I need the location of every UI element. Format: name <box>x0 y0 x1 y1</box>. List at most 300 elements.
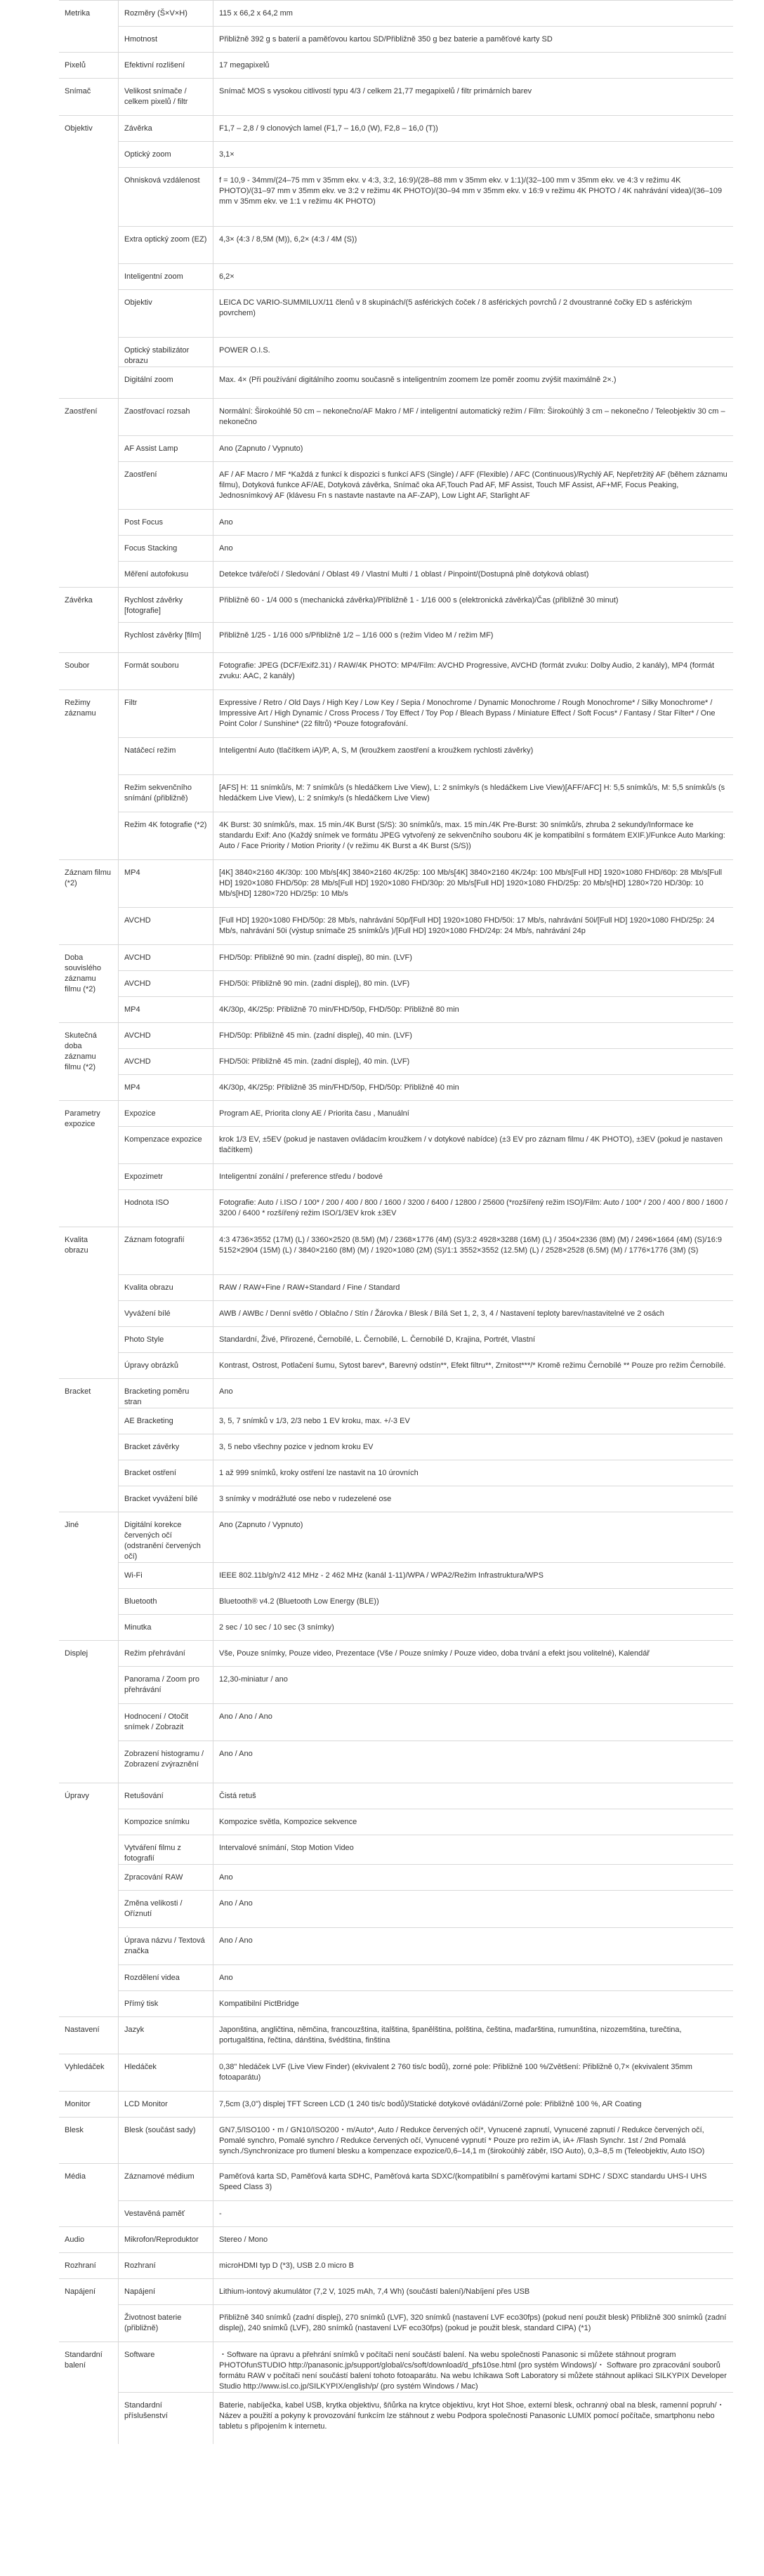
spec-value-cell <box>213 971 734 997</box>
spec-category <box>59 1641 119 1783</box>
spec-value-cell <box>213 1704 734 1741</box>
spec-label-cell <box>119 436 213 462</box>
spec-category <box>59 1783 119 2017</box>
spec-label-cell <box>119 1164 213 1190</box>
spec-value-cell <box>213 623 734 653</box>
spec-value-cell <box>213 536 734 562</box>
spec-label: Optický zoom <box>124 150 171 159</box>
spec-label: Digitální zoom <box>124 376 173 384</box>
spec-value: FHD/50p: Přibližně 90 min. (zadní displej), 80 min. (LVF) <box>219 953 412 962</box>
spec-label-cell <box>119 79 213 116</box>
spec-value-cell <box>213 2017 734 2054</box>
spec-row <box>59 142 733 168</box>
spec-label: Režim sekvenčního snímání (přibližně) <box>124 784 192 802</box>
spec-category-label: Úpravy <box>65 1792 89 1800</box>
spec-value-cell <box>213 1615 734 1641</box>
spec-row <box>59 1353 733 1379</box>
spec-label: Ohnisková vzdálenost <box>124 176 200 185</box>
spec-value-cell <box>213 1101 734 1127</box>
spec-value-cell <box>213 1928 734 1965</box>
spec-label-cell <box>119 1615 213 1641</box>
spec-value-cell <box>213 367 734 399</box>
spec-label: Měření autofokusu <box>124 570 189 579</box>
spec-row <box>59 1641 733 1667</box>
spec-label-cell <box>119 1227 213 1275</box>
spec-label-cell <box>119 1301 213 1327</box>
spec-value-cell <box>213 588 734 623</box>
spec-label-cell <box>119 623 213 653</box>
spec-label-cell <box>119 690 213 738</box>
spec-label: AVCHD <box>124 916 151 925</box>
spec-value-cell <box>213 168 734 227</box>
spec-label: Kvalita obrazu <box>124 1283 173 1292</box>
spec-row <box>59 775 733 812</box>
spec-label-cell <box>119 1075 213 1101</box>
spec-label-cell <box>119 1704 213 1741</box>
spec-value: Intervalové snímání, Stop Motion Video <box>219 1844 354 1852</box>
spec-value-cell <box>213 562 734 588</box>
spec-value: Stereo / Mono <box>219 2235 268 2244</box>
spec-value: Normální: Širokoúhlé 50 cm – nekonečno/AF Makro / MF / inteligentní automatický režim / Film: Širokoúhlý 3 cm – nekonečno / Teleobjektiv 30 cm – nekonečno <box>219 407 725 426</box>
spec-value: 4K/30p, 4K/25p: Přibližně 70 min/FHD/50p, FHD/50p: Přibližně 80 min <box>219 1005 459 1014</box>
spec-category-label: Displej <box>65 1649 88 1658</box>
spec-label: Vyvážení bílé <box>124 1309 171 1318</box>
spec-value: F1,7 – 2,8 / 9 clonových lamel (F1,7 – 16,0 (W), F2,8 – 16,0 (T)) <box>219 124 438 133</box>
spec-label-cell <box>119 1865 213 1891</box>
spec-label: Záznam fotografií <box>124 1236 185 1244</box>
spec-label: Kompenzace expozice <box>124 1135 202 1144</box>
spec-value: IEEE 802.11b/g/n/2 412 MHz - 2 462 MHz (kanál 1-11)/WPA / WPA2/Režim Infrastruktura/WPS <box>219 1571 544 1580</box>
spec-value: 3 snímky v modrážluté ose nebo v rudezelené ose <box>219 1495 392 1503</box>
spec-value: FHD/50p: Přibližně 45 min. (zadní displej), 40 min. (LVF) <box>219 1031 412 1040</box>
spec-category <box>59 2342 119 2445</box>
spec-value: [4K] 3840×2160 4K/30p: 100 Mb/s[4K] 3840×2160 4K/25p: 100 Mb/s[4K] 3840×2160 4K/24p: 100 Mb/s[Full HD] 1920×1080 FHD/60p: 28 Mb/s[Full HD] 1920×1080 FHD/50p: 28 Mb/s[Full HD] 1920×1080 FHD/30p: 20 Mb/s[Full HD] 1920×1080 FHD/25p: 20 Mb/s[HD] 1280×720 HD/30p: 10 Mb/s[HD] 1280×720 HD/25p: 10 Mb/s <box>219 868 723 898</box>
spec-value-cell <box>213 812 734 860</box>
spec-value: 6,2× <box>219 272 235 281</box>
spec-value-cell <box>213 1190 734 1227</box>
spec-label: Vestavěná paměť <box>124 2210 185 2218</box>
spec-label-cell <box>119 812 213 860</box>
spec-value-cell <box>213 1023 734 1049</box>
spec-row <box>59 2342 733 2393</box>
spec-row <box>59 997 733 1023</box>
spec-row <box>59 2201 733 2227</box>
spec-label-cell <box>119 945 213 971</box>
spec-label-cell <box>119 227 213 264</box>
spec-label: Jazyk <box>124 2026 145 2034</box>
spec-category <box>59 2092 119 2118</box>
spec-value: 4,3× (4:3 / 8,5M (M)), 6,2× (4:3 / 4M (S)) <box>219 235 357 244</box>
spec-label: Retušování <box>124 1792 164 1800</box>
spec-value-cell <box>213 116 734 142</box>
spec-label-cell <box>119 1190 213 1227</box>
spec-value-cell <box>213 27 734 53</box>
spec-row <box>59 462 733 510</box>
spec-label: AVCHD <box>124 979 151 988</box>
spec-label-cell <box>119 1589 213 1615</box>
spec-value-cell <box>213 1512 734 1563</box>
spec-value-cell <box>213 2118 734 2164</box>
spec-label: Hmotnost <box>124 35 158 44</box>
spec-row <box>59 1667 733 1704</box>
spec-label-cell <box>119 367 213 399</box>
spec-label: Úprava názvu / Textová značka <box>124 1936 205 1955</box>
spec-label-cell <box>119 775 213 812</box>
spec-label-cell <box>119 1835 213 1865</box>
spec-value: 7,5cm (3,0") displej TFT Screen LCD (1 240 tis/c bodů)/Statické dotykové ovládání/Zorné pole: Přibližně 100 %, AR Coating <box>219 2100 642 2108</box>
spec-value-cell <box>213 908 734 945</box>
spec-label: Velikost snímače / celkem pixelů / filtr <box>124 87 188 106</box>
spec-label: Zaostřovací rozsah <box>124 407 190 416</box>
spec-value-cell <box>213 1275 734 1301</box>
spec-value-cell <box>213 860 734 908</box>
spec-label-cell <box>119 1741 213 1783</box>
spec-label: Úpravy obrázků <box>124 1361 179 1370</box>
spec-label-cell <box>119 588 213 623</box>
spec-label-cell <box>119 1783 213 1809</box>
spec-row <box>59 1379 733 1408</box>
spec-value-cell <box>213 997 734 1023</box>
spec-value-cell <box>213 1741 734 1783</box>
spec-row <box>59 1928 733 1965</box>
spec-value: Standardní, Živé, Přirozené, Černobílé, L. Černobílé, L. Černobílé D, Krajina, Portrét, Vlastní <box>219 1335 536 1344</box>
spec-value-cell <box>213 1835 734 1865</box>
spec-category-label: Metrika <box>65 9 91 18</box>
spec-row <box>59 1563 733 1589</box>
spec-value: Ano (Zapnuto / Vypnuto) <box>219 444 303 453</box>
spec-label-cell <box>119 1101 213 1127</box>
spec-value: Fotografie: Auto / i.ISO / 100* / 200 / 400 / 800 / 1600 / 3200 / 6400 / 12800 / 25600 (*rozšířený režim ISO)/Film: Auto / 100* / 200 / 400 / 800 / 1600 / 3200 / 6400 * rozšířený režim ISO/1/3EV krok ±3EV <box>219 1198 728 1217</box>
spec-label-cell <box>119 738 213 775</box>
spec-category <box>59 2054 119 2092</box>
spec-category-label: Snímač <box>65 87 91 95</box>
spec-value-cell <box>213 1353 734 1379</box>
spec-value: RAW / RAW+Fine / RAW+Standard / Fine / Standard <box>219 1283 400 1292</box>
spec-row <box>59 1835 733 1865</box>
spec-value-cell <box>213 690 734 738</box>
spec-value: 12,30-miniatur / ano <box>219 1675 288 1684</box>
spec-label: Rychlost závěrky [fotografie] <box>124 596 183 615</box>
spec-row <box>59 738 733 775</box>
spec-row <box>59 1965 733 1991</box>
spec-category-label: Jiné <box>65 1521 79 1529</box>
spec-label: Hodnota ISO <box>124 1198 169 1207</box>
spec-row <box>59 1408 733 1434</box>
spec-value: Kompatibilní PictBridge <box>219 2000 299 2008</box>
spec-value: POWER O.I.S. <box>219 346 270 355</box>
spec-label-cell <box>119 510 213 536</box>
spec-row <box>59 908 733 945</box>
spec-value-cell <box>213 436 734 462</box>
spec-label-cell <box>119 1 213 27</box>
spec-row <box>59 812 733 860</box>
spec-row <box>59 1704 733 1741</box>
spec-label-cell <box>119 1891 213 1928</box>
spec-label: Photo Style <box>124 1335 164 1344</box>
spec-label-cell <box>119 1512 213 1563</box>
spec-value: krok 1/3 EV, ±5EV (pokud je nastaven ovládacím kroužkem / v dotykové nabídce) (±3 EV pro záznam filmu / 4K PHOTO), ±3EV (pokud je nastaven tlačítkem) <box>219 1135 723 1154</box>
spec-label-cell <box>119 2279 213 2305</box>
spec-value-cell <box>213 1379 734 1408</box>
spec-row <box>59 27 733 53</box>
spec-category <box>59 1023 119 1101</box>
spec-label-cell <box>119 290 213 338</box>
spec-row <box>59 1512 733 1563</box>
spec-value: Paměťová karta SD, Paměťová karta SDHC, Paměťová karta SDXC/(kompatibilní s paměťovými kartami SDHC / SDXC standardu UHS-I UHS Speed Class 3) <box>219 2172 707 2191</box>
spec-value-cell <box>213 53 734 79</box>
spec-row <box>59 1783 733 1809</box>
spec-label-cell <box>119 2305 213 2342</box>
spec-row <box>59 2393 733 2445</box>
spec-label: Hodnocení / Otočit snímek / Zobrazit <box>124 1712 189 1731</box>
spec-label: Focus Stacking <box>124 544 178 553</box>
spec-category <box>59 653 119 690</box>
spec-value: 17 megapixelů <box>219 61 270 70</box>
spec-row <box>59 168 733 227</box>
spec-value-cell <box>213 1 734 27</box>
spec-label: Mikrofon/Reproduktor <box>124 2235 199 2244</box>
spec-row <box>59 1049 733 1075</box>
spec-label: Životnost baterie (přibližně) <box>124 2313 182 2332</box>
spec-value: FHD/50i: Přibližně 90 min. (zadní displej), 80 min. (LVF) <box>219 979 410 988</box>
spec-category <box>59 2164 119 2227</box>
spec-table <box>59 0 733 2444</box>
spec-row <box>59 2054 733 2092</box>
spec-value: Kontrast, Ostrost, Potlačení šumu, Sytost barev*, Barevný odstín**, Efekt filtru**, Zrnitost***/* Kromě režimu Černobílé ** Pouze pro režim Černobílé. <box>219 1361 726 1370</box>
spec-label: AVCHD <box>124 953 151 962</box>
spec-value: 1 až 999 snímků, kroky ostření lze nastavit na 10 úrovních <box>219 1469 419 1477</box>
spec-label-cell <box>119 2342 213 2393</box>
spec-row <box>59 367 733 399</box>
spec-value-cell <box>213 290 734 338</box>
spec-value-cell <box>213 2279 734 2305</box>
spec-value-cell <box>213 945 734 971</box>
spec-row <box>59 1101 733 1127</box>
spec-row <box>59 1991 733 2017</box>
spec-label: Expozimetr <box>124 1173 164 1181</box>
spec-value-cell <box>213 1486 734 1512</box>
spec-row <box>59 1486 733 1512</box>
spec-value-cell <box>213 1965 734 1991</box>
spec-row <box>59 1023 733 1049</box>
spec-row <box>59 1327 733 1353</box>
spec-label: Optický stabilizátor obrazu <box>124 346 190 365</box>
spec-row <box>59 623 733 653</box>
spec-category <box>59 2227 119 2253</box>
spec-label-cell <box>119 27 213 53</box>
spec-value: Ano / Ano / Ano <box>219 1712 272 1721</box>
spec-value-cell <box>213 2164 734 2201</box>
spec-category-label: Zaostření <box>65 407 98 416</box>
spec-value: Přibližně 340 snímků (zadní displej), 270 snímků (LVF), 320 snímků (nastavení LVF eco30fps) (pokud není použit blesk) Přibližně 300 snímků (zadní displej), 240 snímků (LVF), 280 snímků (nastavení LVF eco30fps) (pokud je použit blesk, standard CIPA) (*1) <box>219 2313 727 2332</box>
spec-label-cell <box>119 1127 213 1164</box>
spec-row <box>59 562 733 588</box>
spec-value-cell <box>213 2253 734 2279</box>
spec-label-cell <box>119 1460 213 1486</box>
spec-label-cell <box>119 116 213 142</box>
spec-row <box>59 2092 733 2118</box>
spec-label-cell <box>119 53 213 79</box>
spec-row <box>59 1865 733 1891</box>
spec-row <box>59 1615 733 1641</box>
spec-category <box>59 1 119 53</box>
spec-label-cell <box>119 536 213 562</box>
spec-row <box>59 1 733 27</box>
spec-row <box>59 1434 733 1460</box>
spec-label: Natáčecí režim <box>124 746 176 755</box>
spec-label-cell <box>119 2092 213 2118</box>
spec-label-cell <box>119 2201 213 2227</box>
spec-category-label: Objektiv <box>65 124 93 133</box>
spec-value: Japonština, angličtina, němčina, francouzština, italština, španělština, polština, čeština, maďarština, rumunština, nizozemština, turečtina, portugalština, řečtina, dánština, švédština, finština <box>219 2026 682 2045</box>
spec-category <box>59 945 119 1023</box>
spec-label: Post Focus <box>124 518 164 527</box>
spec-row <box>59 1127 733 1164</box>
spec-row <box>59 971 733 997</box>
spec-category <box>59 399 119 588</box>
spec-value-cell <box>213 1434 734 1460</box>
spec-row <box>59 510 733 536</box>
spec-label: Zpracování RAW <box>124 1873 183 1882</box>
spec-value-cell <box>213 1563 734 1589</box>
spec-value: ・Software na úpravu a přehrání snímků v počítači není součástí balení. Na webu společnosti Panasonic si můžete stáhnout program PHOTOfunSTUDIO http://panasonic.jp/support/global/cs/soft/download/d_pfs10se.html (pro systém Windows)/・ Software pro zpracování souborů formátu RAW v počítači není součástí balení tohoto fotoaparátu. Na webu Ichikawa Soft Laboratory si můžete stáhnout aplikaci SILKYPIX Developer Studio http://www.isl.co.jp/SILKYPIX/english/p/ (pro systém Windows / Mac) <box>219 2351 727 2391</box>
spec-label-cell <box>119 1327 213 1353</box>
spec-label-cell <box>119 264 213 290</box>
spec-category-label: Monitor <box>65 2100 91 2108</box>
spec-category <box>59 1101 119 1227</box>
spec-value-cell <box>213 264 734 290</box>
spec-row <box>59 2164 733 2201</box>
spec-value: Ano <box>219 544 233 553</box>
spec-row <box>59 1891 733 1928</box>
spec-value-cell <box>213 227 734 264</box>
spec-label-cell <box>119 1023 213 1049</box>
spec-category <box>59 2017 119 2054</box>
spec-value: 3, 5 nebo všechny pozice v jednom kroku EV <box>219 1443 374 1451</box>
spec-category-label: Parametry expozice <box>65 1109 100 1128</box>
spec-label-cell <box>119 1049 213 1075</box>
spec-value: Přibližně 392 g s baterií a paměťovou kartou SD/Přibližně 350 g bez baterie a paměťové karty SD <box>219 35 553 44</box>
spec-row <box>59 1275 733 1301</box>
spec-category-label: Vyhledáček <box>65 2063 105 2071</box>
spec-category-label: Režimy záznamu <box>65 699 96 718</box>
spec-label: Rozměry (Š×V×H) <box>124 9 187 18</box>
spec-value-cell <box>213 1127 734 1164</box>
spec-value: Lithium-iontový akumulátor (7,2 V, 1025 mAh, 7,4 Wh) (součástí balení)/Nabíjení přes USB <box>219 2287 530 2296</box>
spec-label: Napájení <box>124 2287 156 2296</box>
spec-row <box>59 116 733 142</box>
spec-value: 115 x 66,2 x 64,2 mm <box>219 9 293 18</box>
spec-category-label: Pixelů <box>65 61 86 70</box>
spec-label: Inteligentní zoom <box>124 272 183 281</box>
spec-row <box>59 588 733 623</box>
spec-value-cell <box>213 510 734 536</box>
spec-row <box>59 536 733 562</box>
spec-label: Minutka <box>124 1623 152 1632</box>
spec-value: Detekce tváře/očí / Sledování / Oblast 49 / Vlastní Multi / 1 oblast / Pinpoint/(Dostupná plně dotyková oblast) <box>219 570 589 579</box>
spec-label-cell <box>119 462 213 510</box>
spec-value: Ano <box>219 1873 233 1882</box>
spec-value-cell <box>213 79 734 116</box>
spec-label-cell <box>119 1486 213 1512</box>
spec-row <box>59 290 733 338</box>
spec-value: Snímač MOS s vysokou citlivostí typu 4/3 / celkem 21,77 megapixelů / filtr primárních barev <box>219 87 532 95</box>
spec-label: Hledáček <box>124 2063 157 2071</box>
spec-category <box>59 2118 119 2164</box>
spec-row <box>59 2305 733 2342</box>
spec-row <box>59 338 733 367</box>
spec-category <box>59 116 119 399</box>
spec-label-cell <box>119 653 213 690</box>
spec-label-cell <box>119 1275 213 1301</box>
spec-label: Zobrazení histogramu / Zobrazení zvýraznění <box>124 1750 204 1769</box>
spec-value-cell <box>213 2092 734 2118</box>
spec-label: Bracketing poměru stran <box>124 1387 190 1406</box>
spec-label-cell <box>119 1563 213 1589</box>
spec-label-cell <box>119 168 213 227</box>
spec-row <box>59 2253 733 2279</box>
spec-value: LEICA DC VARIO-SUMMILUX/11 členů v 8 skupinách/(5 asférických čoček / 8 asférických povrchů / 2 dvoustranné čočky ED s asférickým povrchem) <box>219 298 692 317</box>
spec-value: 3, 5, 7 snímků v 1/3, 2/3 nebo 1 EV kroku, max. +/-3 EV <box>219 1417 410 1425</box>
spec-row <box>59 860 733 908</box>
spec-label: AVCHD <box>124 1031 151 1040</box>
spec-label: MP4 <box>124 1005 140 1014</box>
spec-category-label: Záznam filmu (*2) <box>65 868 112 887</box>
spec-value: Inteligentní Auto (tlačítkem iA)/P, A, S, M (kroužkem zaostření a kroužkem rychlosti závěrky) <box>219 746 534 755</box>
spec-label: Wi-Fi <box>124 1571 143 1580</box>
spec-row <box>59 436 733 462</box>
spec-value: GN7,5/ISO100・m / GN10/ISO200・m/Auto*, Auto / Redukce červených očí*, Vynucené zapnutí, Vynucené zapnutí / Redukce červených očí, Pomalé synchro, Pomalé synchro / Redukce červených očí, Vynucené vypnutí * Pouze pro režim iA, iA+ /Flash Synchr. 1st / 2nd Pomalá synch./Synchronizace pro tlumení blesku a kompenzace expozice/0,6–14,1 m (širokoúhlý záběr, ISO Auto), 0,3–8,5 m (Teleobjektiv, Auto ISO) <box>219 2126 705 2155</box>
spec-row <box>59 1164 733 1190</box>
spec-value: Ano / Ano <box>219 1936 253 1945</box>
spec-value-cell <box>213 1049 734 1075</box>
spec-value-cell <box>213 2201 734 2227</box>
spec-value-cell <box>213 653 734 690</box>
spec-row <box>59 653 733 690</box>
spec-label-cell <box>119 142 213 168</box>
spec-category <box>59 1379 119 1512</box>
spec-category-label: Napájení <box>65 2287 96 2296</box>
spec-value: Kompozice světla, Kompozice sekvence <box>219 1818 357 1826</box>
spec-value: Přibližně 1/25 - 1/16 000 s/Přibližně 1/2 – 1/16 000 s (režim Video M / režim MF) <box>219 631 494 640</box>
spec-label: LCD Monitor <box>124 2100 168 2108</box>
spec-label: Objektiv <box>124 298 152 307</box>
spec-label-cell <box>119 1641 213 1667</box>
spec-value: Ano <box>219 518 233 527</box>
spec-label: Záznamové médium <box>124 2172 195 2181</box>
spec-label: Digitální korekce červených očí (odstranění červených očí) <box>124 1521 201 1561</box>
spec-value-cell <box>213 2393 734 2445</box>
spec-value: f = 10,9 - 34mm/(24–75 mm v 35mm ekv. v 4:3, 3:2, 16:9)/(28–88 mm v 35mm ekv. v 1:1)/(32–100 mm v 35mm ekv. ve 4:3 v režimu 4K PHOTO)/(31–97 mm v 35mm ekv. ve 3:2 v režimu 4K PHOTO)/(30–94 mm v 35mm ekv. v 16:9 v režimu 4K PHOTO / 4K nahrávání videa)/(36–109 mm v 35mm ekv. ve 1:1 v režimu 4K PHOTO) <box>219 176 723 206</box>
spec-label: Efektivní rozlišení <box>124 61 185 70</box>
spec-value-cell <box>213 1991 734 2017</box>
spec-label: Extra optický zoom (EZ) <box>124 235 207 244</box>
spec-value: Bluetooth® v4.2 (Bluetooth Low Energy (BLE)) <box>219 1597 379 1606</box>
spec-value-cell <box>213 462 734 510</box>
spec-table-body <box>59 1 733 2445</box>
spec-label-cell <box>119 1965 213 1991</box>
spec-row <box>59 1301 733 1327</box>
spec-label: Vytváření filmu z fotografií <box>124 1844 181 1863</box>
spec-label: Režim přehrávání <box>124 1649 185 1658</box>
spec-label-cell <box>119 1434 213 1460</box>
spec-label: Změna velikosti / Oříznutí <box>124 1899 183 1918</box>
spec-row <box>59 2279 733 2305</box>
spec-label-cell <box>119 2118 213 2164</box>
spec-label-cell <box>119 860 213 908</box>
spec-label-cell <box>119 2227 213 2253</box>
spec-row <box>59 53 733 79</box>
